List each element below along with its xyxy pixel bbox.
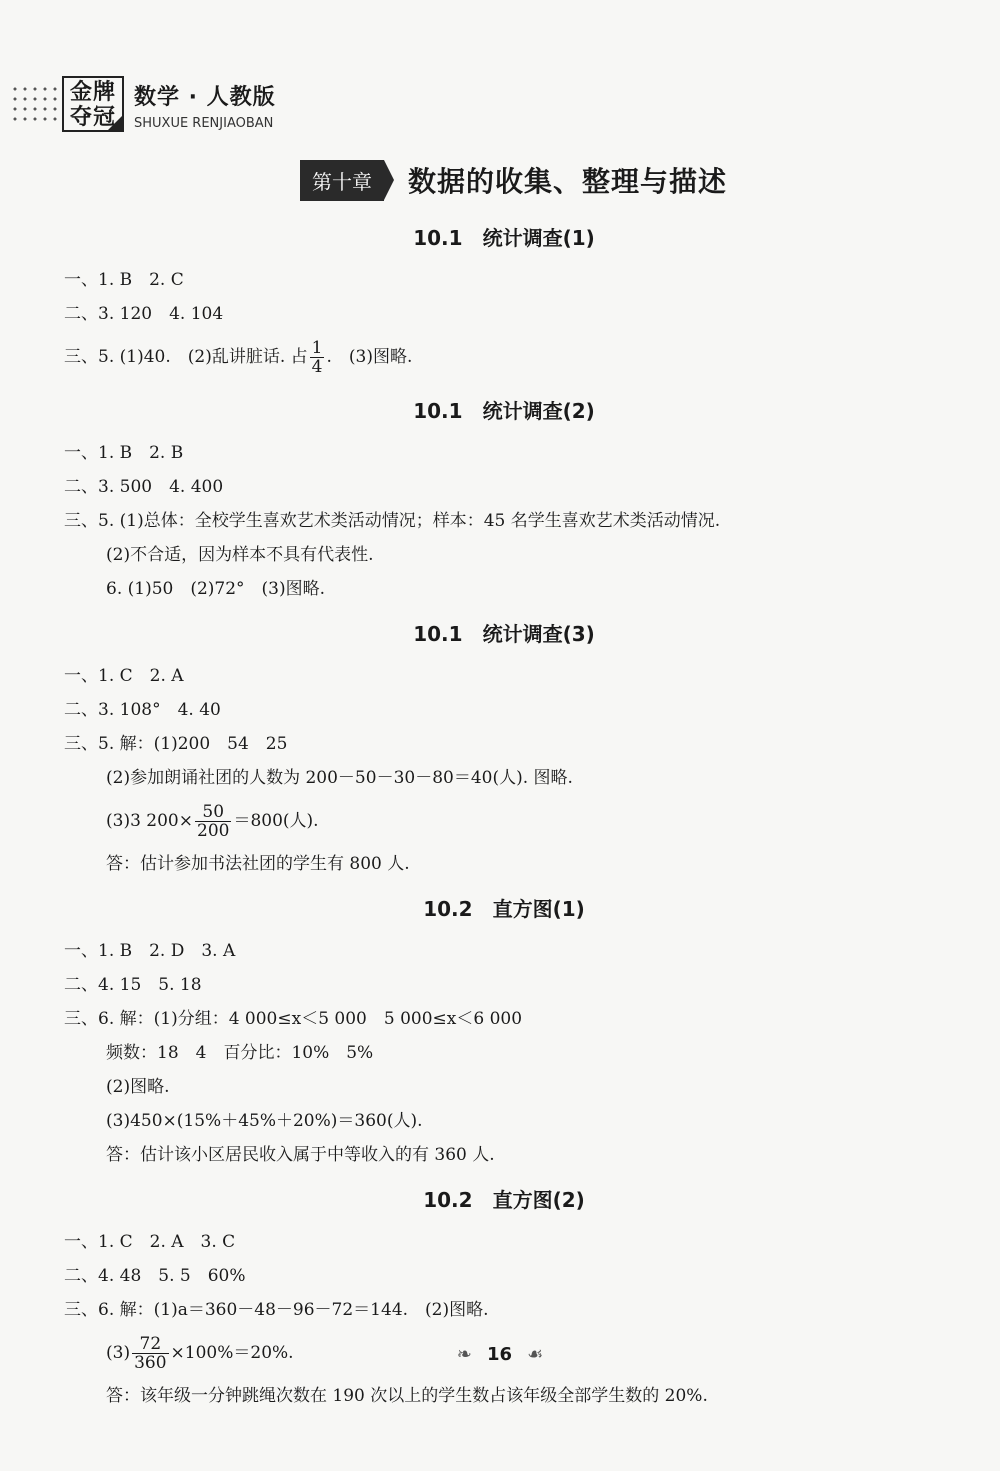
answer-line: 一、1. B 2. B	[64, 443, 184, 463]
answer-line: (2)不合适，因为样本不具有代表性.	[106, 545, 374, 565]
leaf-left-icon: ❧	[456, 1344, 472, 1365]
answer-line: 答：估计参加书法社团的学生有 800 人.	[106, 854, 410, 874]
fraction-denominator: 4	[311, 357, 323, 377]
fraction-numerator: 1	[311, 338, 323, 358]
fraction-numerator: 72	[132, 1335, 168, 1354]
answer-line: 二、3. 120 4. 104	[64, 304, 224, 324]
decorative-dots	[10, 84, 58, 124]
answer-text: (3)3 200×	[106, 811, 193, 831]
section-10-1-2	[64, 395, 944, 606]
answer-line: 6. (1)50 (2)72° (3)图略.	[106, 579, 326, 599]
answer-line: 一、1. C 2. A	[64, 666, 184, 686]
answer-line: 二、4. 15 5. 18	[64, 975, 202, 995]
logo-line-1: 金牌	[69, 80, 116, 105]
answer-line: 答：估计该小区居民收入属于中等收入的有 360 人.	[106, 1145, 495, 1165]
logo-corner-decoration	[108, 116, 122, 130]
answer-content	[64, 210, 944, 1413]
series-subtitle: SHUXUE RENJIAOBAN	[134, 116, 274, 131]
answer-text: 三、5. (1)40. (2)乱讲脏话. 占	[64, 347, 308, 367]
answer-text: (3)	[106, 1343, 131, 1363]
answer-text: ×100%＝20%.	[170, 1343, 294, 1363]
series-title: 数学 · 人教版	[134, 85, 276, 110]
answer-line: 频数：18 4 百分比：10% 5%	[106, 1043, 374, 1063]
fraction-denominator: 360	[134, 1353, 167, 1373]
answer-line: 一、1. B 2. C	[64, 270, 184, 290]
leaf-right-icon: ☙	[527, 1344, 544, 1365]
section-10-2-1	[64, 893, 944, 1172]
answer-line: (2)图略.	[106, 1077, 170, 1097]
answer-line: 二、3. 108° 4. 40	[64, 700, 221, 720]
answer-line: 三、6. 解：(1)a＝360－48－96－72＝144. (2)图略.	[64, 1300, 489, 1320]
section-title: 10.1 统计调查(1)	[413, 226, 595, 250]
chapter-title: 数据的收集、整理与描述	[408, 165, 728, 198]
answer-line: 答：该年级一分钟跳绳次数在 190 次以上的学生数占该年级全部学生数的 20%.	[106, 1386, 708, 1406]
fraction-denominator: 200	[197, 821, 230, 841]
section-10-1-1	[64, 222, 944, 383]
section-10-2-2	[64, 1184, 944, 1413]
answer-line: 二、3. 500 4. 400	[64, 477, 224, 497]
answer-line: 三、6. 解：(1)分组：4 000≤x＜5 000 5 000≤x＜6 000	[64, 1009, 523, 1029]
section-title: 10.2 直方图(1)	[423, 897, 585, 921]
chapter-badge-arrow	[384, 160, 394, 200]
section-10-1-3	[64, 618, 944, 881]
page-number: 16	[486, 1344, 512, 1365]
section-title: 10.1 统计调查(3)	[413, 622, 595, 646]
answer-line: 三、5. (1)总体：全校学生喜欢艺术类活动情况；样本：45 名学生喜欢艺术类活动情况.	[64, 511, 721, 531]
answer-text: . (3)图略.	[326, 347, 413, 367]
section-title: 10.1 统计调查(2)	[413, 399, 595, 423]
answer-line: (3)450×(15%＋45%＋20%)＝360(人).	[106, 1111, 423, 1131]
chapter-heading	[300, 160, 727, 200]
answer-line	[64, 331, 944, 383]
answer-line: 二、4. 48 5. 5 60%	[64, 1266, 246, 1286]
answer-line: 一、1. C 2. A 3. C	[64, 1232, 236, 1252]
answer-line: 三、5. 解：(1)200 54 25	[64, 734, 288, 754]
section-title: 10.2 直方图(2)	[423, 1188, 585, 1212]
answer-line: 一、1. B 2. D 3. A	[64, 941, 236, 961]
page-footer	[0, 1344, 1000, 1365]
fraction	[310, 339, 325, 376]
fraction	[195, 803, 231, 840]
answer-text: ＝800(人).	[233, 811, 319, 831]
chapter-badge: 第十章	[300, 160, 384, 201]
logo-line-2: 夺冠	[69, 105, 116, 130]
answer-line: (2)参加朗诵社团的人数为 200－50－30－80＝40(人). 图略.	[106, 768, 573, 788]
fraction-numerator: 50	[195, 803, 231, 822]
answer-line	[64, 795, 944, 847]
